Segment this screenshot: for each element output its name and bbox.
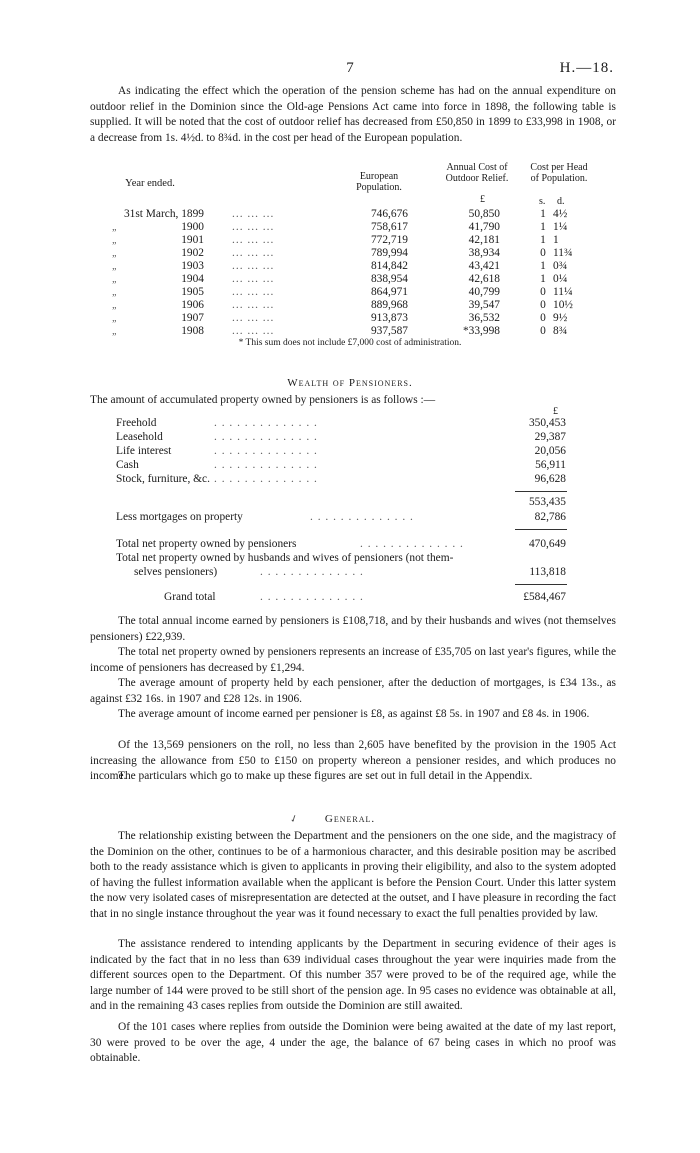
net-rule <box>515 529 567 530</box>
row-population: 772,719 <box>370 234 408 246</box>
income-paragraph: The average amount of income earned per pensioner is £8, as against £8 5s. in 1907 and £8 4s. in 1906. <box>118 708 590 720</box>
row-ditto: „ <box>112 222 118 233</box>
wealth-row <box>0 552 700 565</box>
row-ditto: „ <box>112 326 118 337</box>
wealth-row <box>0 538 700 551</box>
row-cost: 39,547 <box>468 299 500 311</box>
wealth-unit-pound: £ <box>553 406 558 417</box>
row-population: 814,842 <box>370 260 408 272</box>
income-paragraph: The average amount of property held by each pensioner, after the deduction of mortgages, is £34 13s., as against £32 16s. in 1907 and £28 12s. in 1906. <box>90 677 616 705</box>
col-header-population: European Population. <box>356 171 402 193</box>
grand-total-value: £584,467 <box>523 591 566 603</box>
wealth-leader: . . . . . . . . . . . . . . <box>360 538 464 550</box>
row-year: 1902 <box>181 247 204 259</box>
row-population: 864,971 <box>370 286 408 298</box>
row-pence: 11¾ <box>553 247 573 259</box>
row-ditto: „ <box>112 235 118 246</box>
intro-paragraph: As indicating the effect which the operation of the pension scheme has had on the annual expenditure on outdoor relief in the Dominion since the Old-age Pensions Act came into force in 1898, the following table is supplied. It will be noted that the cost of outdoor relief has decreased from £50,850 in 1899 to £33,998 in 1908, or a decrease from 1s. 4½d. to 8¾d. in the cost per head of the European population. <box>90 85 616 144</box>
row-pence: 0¼ <box>553 273 568 285</box>
row-pence: 8¾ <box>553 325 568 337</box>
wealth-value: 20,056 <box>534 445 566 457</box>
wealth-label: selves pensioners) <box>134 566 218 578</box>
wealth-leader: . . . . . . . . . . . . . . <box>214 431 318 443</box>
wealth-heading: Wealth of Pensioners. <box>287 377 413 389</box>
income-paragraph: Of the 13,569 pensioners on the roll, no less than 2,605 have benefited by the provision in the 1905 Act increasing the allowance from £50 to £150 on property whereon a pensioner resides, and which produces no income. <box>90 739 616 782</box>
table-row <box>0 247 700 260</box>
wealth-row <box>0 431 700 444</box>
row-cost: 42,181 <box>468 234 500 246</box>
row-year: 1900 <box>181 221 204 233</box>
row-pence: 10½ <box>553 299 573 311</box>
wealth-value: 350,453 <box>528 417 566 429</box>
wealth-label: Freehold <box>116 417 157 429</box>
row-shillings: 0 <box>540 312 546 324</box>
row-pence: 0¾ <box>553 260 568 272</box>
grand-total-rule <box>515 584 567 585</box>
row-pence: 9½ <box>553 312 568 324</box>
row-year: 31st March, 1899 <box>123 208 204 220</box>
wealth-value: 29,387 <box>534 431 566 443</box>
wealth-leader: . . . . . . . . . . . . . . <box>260 566 364 578</box>
wealth-label: Total net property owned by pensioners <box>116 538 297 550</box>
table-row <box>0 325 700 338</box>
row-shillings: 0 <box>540 299 546 311</box>
grand-total-label: Grand total <box>164 591 216 603</box>
wealth-label: Life interest <box>116 445 172 457</box>
unit-shillings: s. <box>539 196 546 207</box>
row-shillings: 1 <box>540 260 546 272</box>
wealth-row <box>0 445 700 458</box>
row-leader: ... ... ... <box>232 221 275 233</box>
table-row <box>0 234 700 247</box>
income-paragraph: The total net property owned by pensioners represents an increase of £35,705 on last year's figures, while the income of pensioners has decreased by £1,294. <box>90 646 616 674</box>
wealth-subtotal-row <box>0 496 700 509</box>
row-shillings: 0 <box>540 325 546 337</box>
general-paragraph: The assistance rendered to intending applicants by the Department in securing evidence of their ages is indicated by the fact that in no less than 639 individual cases throughout the year were inquiries made from the different sources open to the Department. Of this number 357 were proved to be of the required age, while the large number of 144 were proved to be still short of the pension age. In 95 cases no evidence was obtainable at all, and in the remaining 43 cases replies from outside the Dominion are still awaited. <box>90 938 616 1012</box>
wealth-value: 96,628 <box>534 473 566 485</box>
wealth-label: Less mortgages on property <box>116 511 243 523</box>
wealth-row <box>0 473 700 486</box>
row-pence: 11¼ <box>553 286 573 298</box>
row-cost: 40,799 <box>468 286 500 298</box>
row-pence: 1 <box>553 234 559 246</box>
col-header-per-head: Cost per Head of Population. <box>530 162 588 184</box>
row-shillings: 1 <box>540 208 546 220</box>
row-leader: ... ... ... <box>232 273 275 285</box>
row-population: 789,994 <box>370 247 408 259</box>
unit-pence: d. <box>557 196 565 207</box>
row-year: 1906 <box>181 299 204 311</box>
row-population: 889,968 <box>370 299 408 311</box>
row-leader: ... ... ... <box>232 260 275 272</box>
general-paragraph: The relationship existing between the Department and the pensioners on the one side, and the magistracy of the Dominion on the other, continues to be of a harmonious character, and this desirable position may be ascribed both to the ready assistance which is given to applicants in proving their eligibility, and also to the system adopted of having the fullest information available when the applicant is before the Pension Court. Under this latter system the now very isolated cases of misrepresentation are detected at the outset, and I have pleasure in recording the fact that in no single instance throughout the year was it found necessary to exact the full penalties provided by law. <box>90 830 616 920</box>
wealth-row <box>0 459 700 472</box>
table-row <box>0 208 700 221</box>
wealth-row <box>0 511 700 524</box>
wealth-label: Cash <box>116 459 139 471</box>
table-row <box>0 299 700 312</box>
wealth-leader: . . . . . . . . . . . . . . <box>214 473 318 485</box>
row-leader: ... ... ... <box>232 208 275 220</box>
general-paragraph: Of the 101 cases where replies from outside the Dominion were being awaited at the date of my last report, 30 were proved to be over the age, 4 under the age, the balance of 67 being cases in which no proof was obtainable. <box>90 1021 616 1064</box>
wealth-leader: . . . . . . . . . . . . . . <box>214 445 318 457</box>
row-cost: 43,421 <box>468 260 500 272</box>
row-ditto: „ <box>112 300 118 311</box>
row-year: 1908 <box>181 325 204 337</box>
row-cost: 38,934 <box>468 247 500 259</box>
row-cost: 50,850 <box>468 208 500 220</box>
general-heading: General. <box>324 813 376 825</box>
wealth-label: Leasehold <box>116 431 163 443</box>
income-paragraph: The particulars which go to make up these figures are set out in full detail in the Appendix. <box>118 770 533 782</box>
row-pence: 1¼ <box>553 221 568 233</box>
row-ditto: „ <box>112 261 118 272</box>
row-leader: ... ... ... <box>232 312 275 324</box>
table-row <box>0 312 700 325</box>
row-year: 1907 <box>181 312 204 324</box>
income-paragraph: The total annual income earned by pensioners is £108,718, and by their husbands and wives (not themselves pensioners) £22,939. <box>90 615 616 643</box>
wealth-leader: . . . . . . . . . . . . . . <box>260 591 364 603</box>
row-population: 838,954 <box>370 273 408 285</box>
document-reference: H.—18. <box>559 60 614 76</box>
row-ditto: „ <box>112 248 118 259</box>
row-population: 746,676 <box>370 208 408 220</box>
wealth-value: 56,911 <box>535 459 566 471</box>
subtotal-rule <box>515 491 567 492</box>
row-cost: 41,790 <box>468 221 500 233</box>
wealth-grand-total-row <box>0 591 700 604</box>
row-population: 913,873 <box>370 312 408 324</box>
wealth-leader: . . . . . . . . . . . . . . <box>310 511 414 523</box>
table-row <box>0 221 700 234</box>
row-year: 1904 <box>181 273 204 285</box>
row-shillings: 1 <box>540 234 546 246</box>
check-mark: ✓ <box>288 812 301 827</box>
col-header-cost: Annual Cost of Outdoor Relief. <box>445 162 509 184</box>
row-year: 1903 <box>181 260 204 272</box>
row-shillings: 0 <box>540 286 546 298</box>
row-leader: ... ... ... <box>232 247 275 259</box>
wealth-value: 113,818 <box>529 566 566 578</box>
table-row <box>0 273 700 286</box>
wealth-value: 470,649 <box>528 538 566 550</box>
wealth-label: Stock, furniture, &c. <box>116 473 210 485</box>
row-cost: 36,532 <box>468 312 500 324</box>
row-year: 1905 <box>181 286 204 298</box>
wealth-row <box>0 417 700 430</box>
wealth-label: Total net property owned by husbands and wives of pensioners (not them- <box>116 552 454 564</box>
table-footnote: * This sum does not include £7,000 cost of administration. <box>238 338 462 348</box>
wealth-subtotal: 553,435 <box>528 496 566 508</box>
wealth-value: 82,786 <box>534 511 566 523</box>
row-shillings: 0 <box>540 247 546 259</box>
row-pence: 4½ <box>553 208 568 220</box>
row-leader: ... ... ... <box>232 286 275 298</box>
row-cost: *33,998 <box>462 325 500 337</box>
row-leader: ... ... ... <box>232 325 275 337</box>
col-header-year: Year ended. <box>125 178 175 189</box>
row-year: 1901 <box>181 234 204 246</box>
wealth-intro: The amount of accumulated property owned by pensioners is as follows :— <box>90 394 436 406</box>
wealth-row <box>0 566 700 579</box>
row-leader: ... ... ... <box>232 234 275 246</box>
row-shillings: 1 <box>540 221 546 233</box>
table-row <box>0 260 700 273</box>
row-ditto: „ <box>112 313 118 324</box>
row-ditto: „ <box>112 274 118 285</box>
table-row <box>0 286 700 299</box>
wealth-leader: . . . . . . . . . . . . . . <box>214 417 318 429</box>
unit-pound: £ <box>480 194 485 205</box>
wealth-leader: . . . . . . . . . . . . . . <box>214 459 318 471</box>
row-leader: ... ... ... <box>232 299 275 311</box>
page-number: 7 <box>346 60 354 76</box>
row-population: 758,617 <box>370 221 408 233</box>
row-shillings: 1 <box>540 273 546 285</box>
row-cost: 42,618 <box>468 273 500 285</box>
row-population: 937,587 <box>370 325 408 337</box>
row-ditto: „ <box>112 287 118 298</box>
